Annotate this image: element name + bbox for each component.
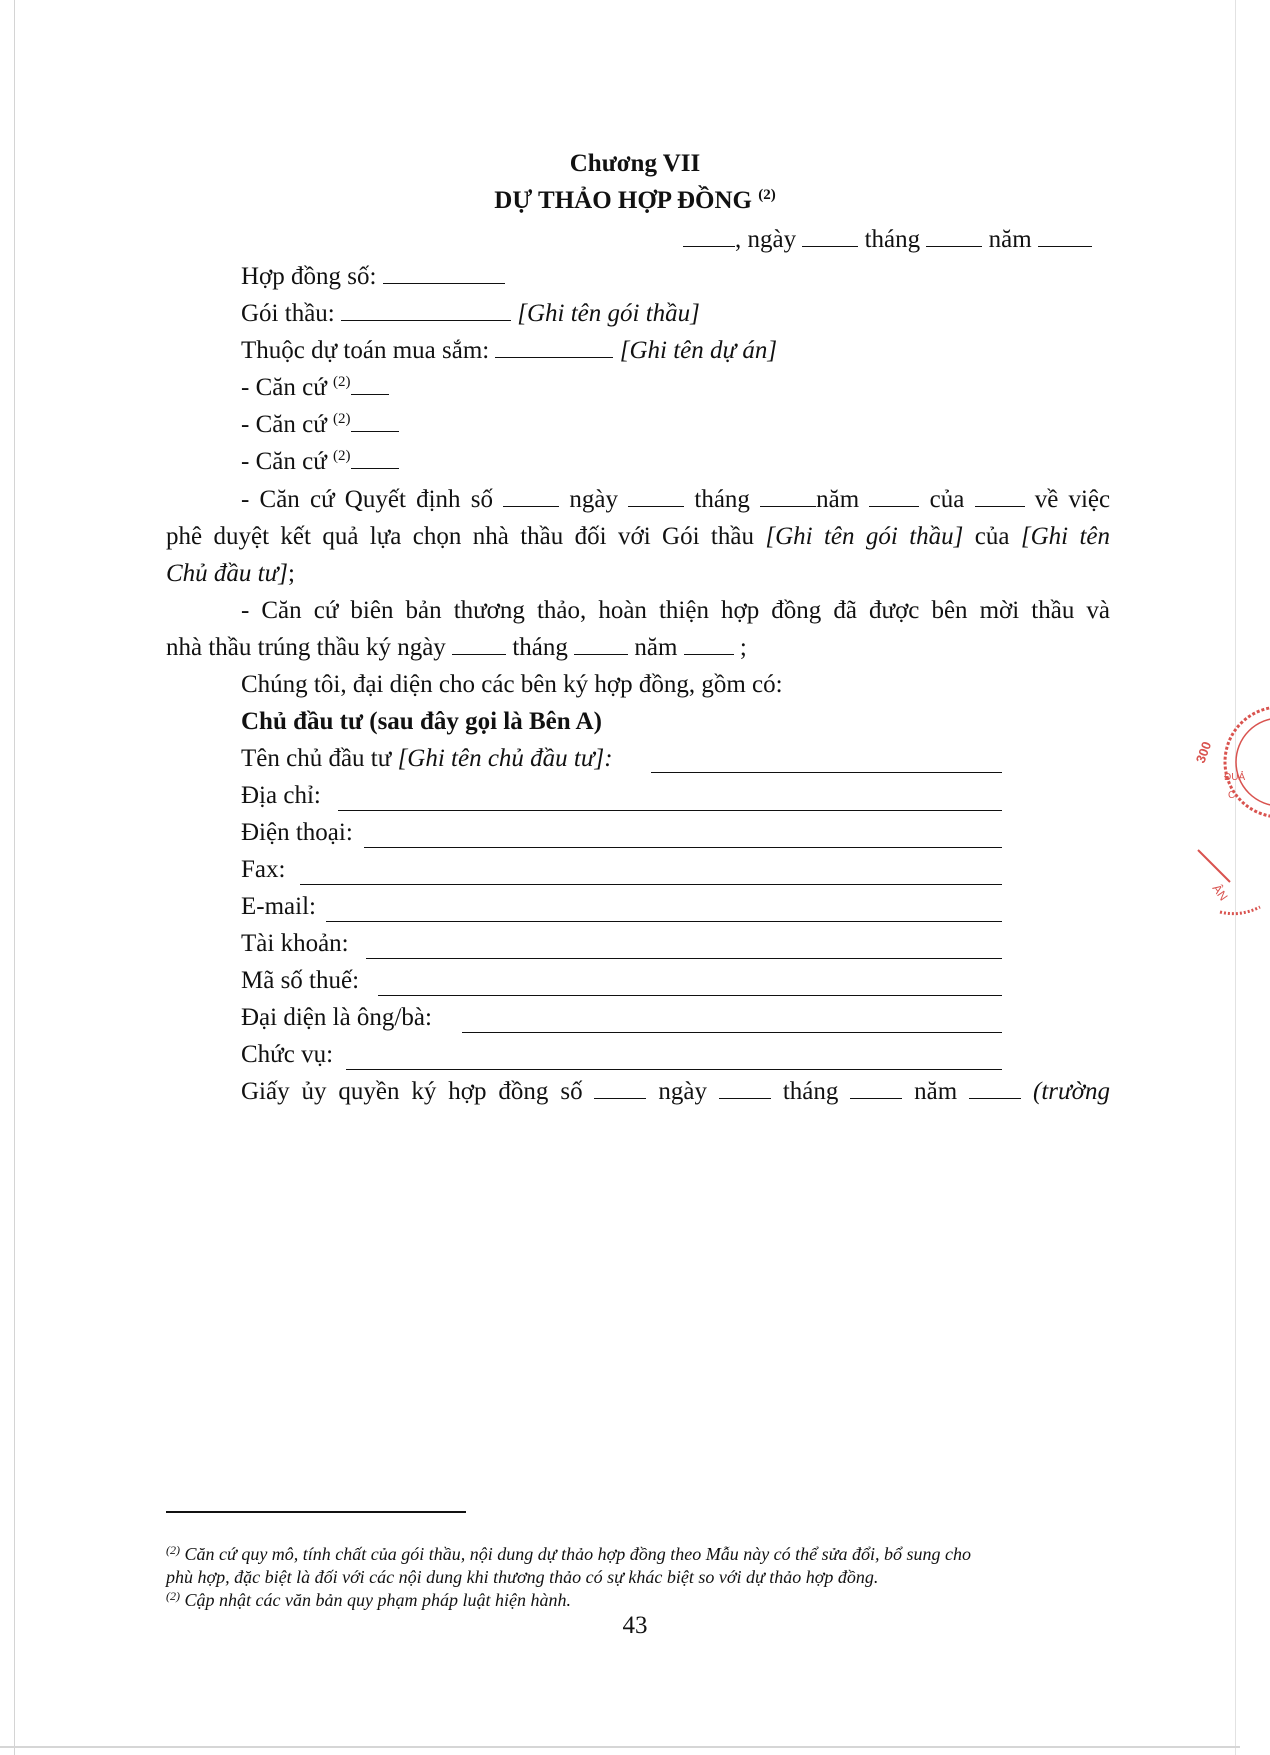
stamp-ring [1236,718,1270,806]
fill-line [378,995,1002,996]
decision-line [166,559,295,589]
minutes-text: nhà thầu trúng thầu ký ngày [166,634,446,661]
estimate-line [241,336,777,366]
package-label: Gói thầu: [241,300,335,327]
footnote-ref: (2) [758,187,776,203]
day-label: ngày [658,1078,707,1105]
position-field: Chức vụ: [241,1041,334,1068]
address-field: Địa chỉ: [241,782,321,809]
month-label: tháng [782,1078,839,1105]
footnote: phù hợp, đặc biệt là đối với các nội dung khi thương thảo có sự khác biệt so với dự thảo hợp đồng. [166,1567,879,1587]
investor-hint: Chủ đầu tư] [166,560,288,587]
authorization-line [241,1077,1110,1107]
fill-line [366,958,1002,959]
year-label: năm [914,1078,958,1105]
investor-name-field [241,744,613,774]
parties-intro: Chúng tôi, đại diện cho các bên ký hợp đồng, gồm có: [241,671,783,698]
day-label: ngày [569,486,618,513]
representative-field: Đại diện là ông/bà: [241,1004,432,1031]
decision-line [241,485,1110,515]
fax-field: Fax: [241,856,286,883]
package-hint: [Ghi tên gói thầu] [517,300,700,327]
page-number: 43 [622,1612,648,1639]
footnote-separator [166,1511,466,1513]
investor-hint: [Ghi tên chủ đầu tư]: [397,745,613,772]
document-title [0,186,1270,216]
investor-hint: [Ghi tên [1020,523,1111,550]
decision-text: phê duyệt kết quả lựa chọn nhà thầu đối với Gói thầu [166,523,754,550]
date-day-label: , ngày [735,226,797,253]
date-line [683,225,1092,255]
party-a-heading: Chủ đầu tư (sau đây gọi là Bên A) [241,708,602,735]
basis-label: - Căn cứ [241,411,327,438]
decision-line [166,522,1110,552]
footnote-text: Căn cứ quy mô, tính chất của gói thầu, nội dung dự thảo hợp đồng theo Mẫu này có thể sửa đổi, bổ sung cho [184,1544,971,1564]
stamp-mark [1198,850,1230,882]
date-year-label: năm [988,226,1032,253]
stamp-text: C [1228,790,1236,801]
page-edge [14,0,15,1755]
package-line [241,299,700,329]
basis-label: - Căn cứ [241,374,327,401]
chapter-heading: Chương VII [569,150,701,177]
footnote [166,1543,971,1565]
footnote-text: Cập nhật các văn bản quy phạm pháp luật hiện hành. [184,1590,571,1610]
stamp-text: ÂN [1209,881,1231,904]
footnote [166,1589,571,1611]
date-month-label: tháng [864,226,921,253]
minutes-line [166,633,747,663]
package-hint: [Ghi tên gói thầu] [765,523,964,550]
phone-field: Điện thoại: [241,819,353,846]
authorization-label: Giấy ủy quyền ký hợp đồng số [241,1078,583,1105]
footnote-ref: (2) [333,448,351,464]
year-label: năm [816,486,860,513]
month-label: tháng [694,486,750,513]
estimate-label: Thuộc dự toán mua sắm: [241,337,490,364]
fill-line [300,884,1002,885]
fill-line [651,772,1002,773]
estimate-hint: [Ghi tên dự án] [619,337,778,364]
month-label: tháng [512,634,568,661]
punctuation: ; [739,634,747,661]
of-label: của [929,486,965,513]
fill-line [338,810,1002,811]
stamp-ring [1220,907,1260,914]
email-field: E-mail: [241,893,316,920]
basis-line [241,410,399,440]
field-label: Tên chủ đầu tư [241,745,392,772]
footnote-mark: (2) [166,1543,180,1557]
decision-label: - Căn cứ Quyết định số [241,486,493,513]
contract-number-label: Hợp đồng số: [241,263,377,290]
fill-line [364,847,1002,848]
account-field: Tài khoản: [241,930,349,957]
basis-label: - Căn cứ [241,448,327,475]
minutes-line: - Căn cứ biên bản thương thảo, hoàn thiện hợp đồng đã được bên mời thầu và [241,597,1110,624]
footnote-mark: (2) [166,1589,180,1603]
fill-line [326,921,1002,922]
regarding-label: về việc [1034,486,1111,513]
of-label: của [974,523,1010,550]
basis-line [241,373,389,403]
page-edge [0,1746,1240,1748]
basis-line [241,447,399,477]
stamp-text: 300 [1192,739,1215,766]
official-stamp [1190,702,1260,932]
fill-line [346,1069,1002,1070]
continuation-text: (trường [1033,1078,1111,1105]
fill-line [462,1032,1002,1033]
contract-number-line [241,262,505,292]
punctuation: ; [288,560,295,587]
stamp-text: ĐUẢ [1224,772,1246,783]
document-title-text: DỰ THẢO HỢP ĐỒNG [494,187,752,214]
tax-code-field: Mã số thuế: [241,967,360,994]
year-label: năm [634,634,678,661]
footnote-ref: (2) [333,374,351,390]
footnote-ref: (2) [333,411,351,427]
